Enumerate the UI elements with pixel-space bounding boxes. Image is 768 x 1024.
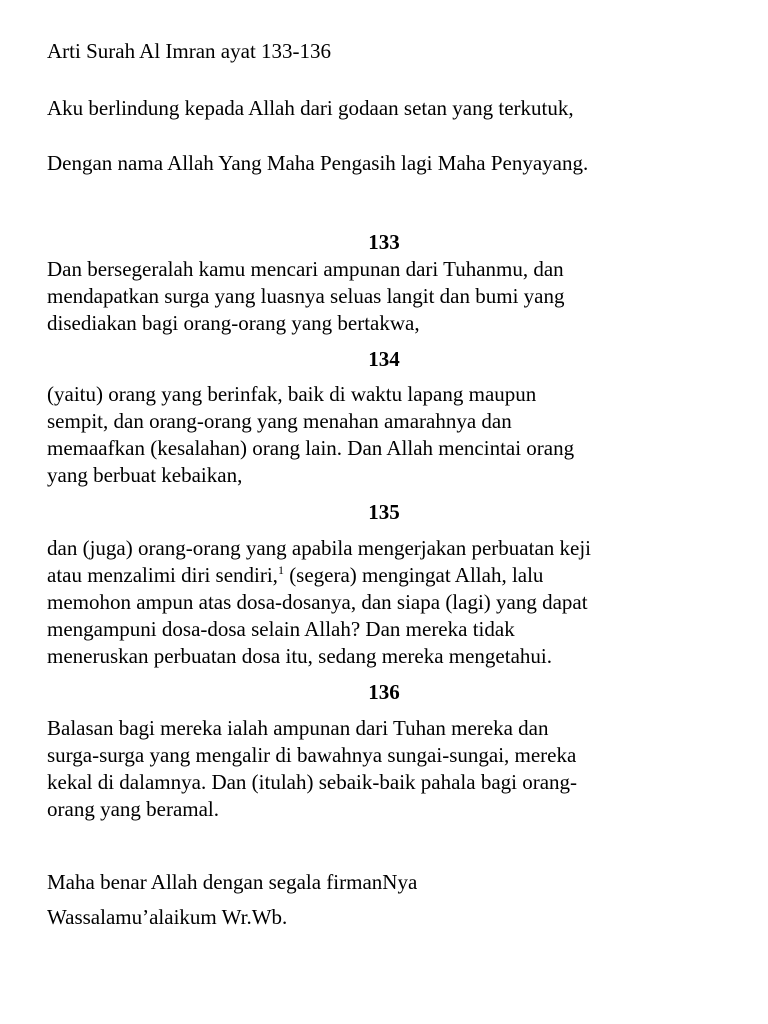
verse-line: Dan bersegeralah kamu mencari ampunan dari Tuhanmu, dan	[47, 257, 564, 281]
verse-line: yang berbuat kebaikan,	[47, 463, 243, 487]
verse-text-135	[47, 535, 727, 670]
verse-line: kekal di dalamnya. Dan (itulah) sebaik-baik pahala bagi orang-	[47, 770, 578, 794]
verse-number-134: 134	[368, 347, 400, 371]
verse-number-136: 136	[368, 680, 400, 704]
verse-text-134	[47, 381, 727, 489]
verse-line: surga-surga yang mengalir di bawahnya sungai-sungai, mereka	[47, 743, 577, 767]
verse-line: orang yang beramal.	[47, 797, 220, 821]
verse-number-133: 133	[368, 230, 400, 254]
verse-line: (yaitu) orang yang berinfak, baik di waktu lapang maupun	[47, 382, 537, 406]
closing-text: Maha benar Allah dengan segala firmanNya	[47, 870, 418, 894]
verse-line: meneruskan perbuatan dosa itu, sedang mereka mengetahui.	[47, 644, 552, 668]
verse-number-135: 135	[368, 500, 400, 524]
verse-line-with-footnote	[47, 562, 727, 589]
verse-line-part: atau menzalimi diri sendiri,	[47, 563, 278, 587]
taawudz-text: Aku berlindung kepada Allah dari godaan setan yang terkutuk,	[47, 96, 574, 120]
basmalah-text: Dengan nama Allah Yang Maha Pengasih lagi Maha Penyayang.	[47, 151, 589, 175]
footnote-marker[interactable]: 1	[277, 563, 284, 577]
verse-line: mendapatkan surga yang luasnya seluas langit dan bumi yang	[47, 284, 565, 308]
verse-line: dan (juga) orang-orang yang apabila mengerjakan perbuatan keji	[47, 536, 592, 560]
verse-line: mengampuni dosa-dosa selain Allah? Dan mereka tidak	[47, 617, 515, 641]
verse-line: sempit, dan orang-orang yang menahan amarahnya dan	[47, 409, 512, 433]
verse-line: memohon ampun atas dosa-dosanya, dan siapa (lagi) yang dapat	[47, 590, 588, 614]
verse-line: disediakan bagi orang-orang yang bertakwa,	[47, 311, 420, 335]
verse-text-136	[47, 715, 727, 823]
verse-line: Balasan bagi mereka ialah ampunan dari Tuhan mereka dan	[47, 716, 549, 740]
verse-line: memaafkan (kesalahan) orang lain. Dan Allah mencintai orang	[47, 436, 575, 460]
verse-line-part: (segera) mengingat Allah, lalu	[283, 563, 544, 587]
verse-text-133	[47, 256, 727, 337]
document-title: Arti Surah Al Imran ayat 133-136	[47, 39, 332, 63]
salam-text: Wassalamu’alaikum Wr.Wb.	[47, 905, 288, 929]
